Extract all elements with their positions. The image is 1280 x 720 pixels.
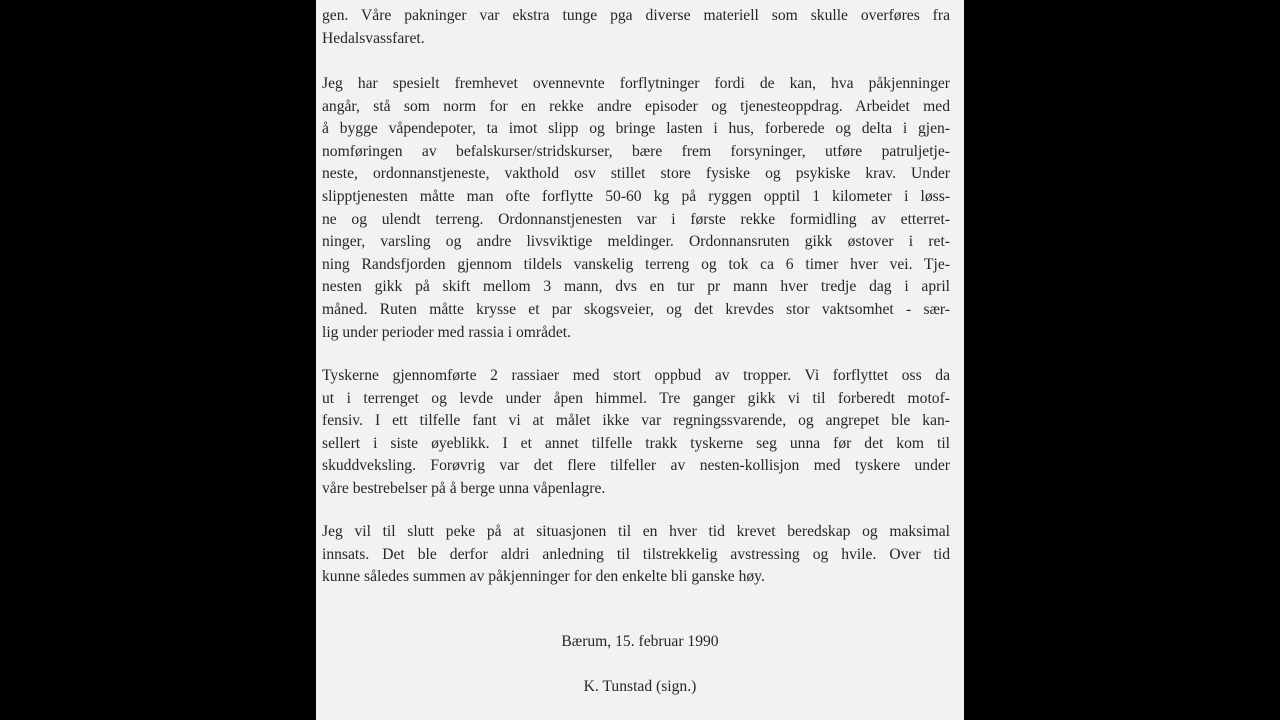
paragraph-4 (322, 521, 950, 589)
text-line: Tyskerne gjennomførte 2 rassiaer med stort oppbud av tropper. Vi forflyttet oss da (322, 367, 950, 384)
paragraph-3 (322, 365, 950, 501)
text-line: angår, stå som norm for en rekke andre episoder og tjenesteoppdrag. Arbeidet med (322, 97, 950, 115)
text-line: våre bestrebelser på å berge unna våpenlagre. (322, 479, 606, 497)
text-line: lig under perioder med rassia i området. (322, 323, 571, 341)
text-line: nomføringen av befalskurser/stridskurser, bære frem forsyninger, utføre patruljetje- (322, 142, 950, 160)
text-line: Jeg har spesielt fremhevet ovennevnte forflytninger fordi de kan, hva påkjenninger (322, 75, 950, 92)
text-line: kunne således summen av påkjenninger for den enkelte bli ganske høy. (322, 568, 765, 586)
text-line: fensiv. I ett tilfelle fant vi at målet ikke var regningssvarende, og angrepet ble kan- (322, 412, 950, 430)
place-date: Bærum, 15. februar 1990 (561, 633, 719, 650)
document-page (316, 0, 964, 720)
text-line: neste, ordonnanstjeneste, vakthold osv stillet store fysiske og psykiske krav. Under (322, 165, 950, 183)
text-line: gen. Våre pakninger var ekstra tunge pga diverse materiell som skulle overføres fra (322, 7, 950, 24)
text-line: ut i terrenget og levde under åpen himmel. Tre ganger gikk vi til forberedt motof- (322, 389, 950, 407)
text-line: innsats. Det ble derfor aldri anledning til tilstrekkelig avstressing og hvile. Over tid (322, 545, 950, 563)
text-line: Hedalsvassfaret. (322, 29, 425, 47)
text-line: skuddveksling. Forøvrig var det flere tilfeller av nesten-kollisjon med tyskere under (322, 457, 950, 475)
paragraph-2 (322, 73, 950, 344)
text-line: sellert i siste øyeblikk. I et annet tilfelle trakk tyskerne seg unna før det kom til (322, 434, 950, 452)
text-line: slipptjenesten måtte man ofte forflytte 50-60 kg på ryggen opptil 1 kilometer i løss- (322, 187, 950, 205)
text-line: Jeg vil til slutt peke på at situasjonen til en hver tid krevet beredskap og maksimal (322, 523, 950, 540)
paragraph-1 (322, 5, 950, 50)
text-line: ning Randsfjorden gjennom tildels vanskelig terreng og tok ca 6 timer hver vei. Tje- (322, 255, 950, 273)
text-line: måned. Ruten måtte krysse et par skogsveier, og det krevdes stor vaktsomhet - sær- (322, 300, 950, 318)
text-line: nesten gikk på skift mellom 3 mann, dvs en tur pr mann hver tredje dag i april (322, 278, 950, 296)
text-line: ne og ulendt terreng. Ordonnanstjenesten var i første rekke formidling av etterret- (322, 210, 950, 228)
signature: K. Tunstad (sign.) (583, 678, 697, 695)
text-line: ninger, varsling og andre livsviktige meldinger. Ordonnansruten gikk østover i ret- (322, 233, 950, 251)
text-line: å bygge våpendepoter, ta imot slipp og bringe lasten i hus, forberede og delta i gjen- (322, 120, 950, 138)
